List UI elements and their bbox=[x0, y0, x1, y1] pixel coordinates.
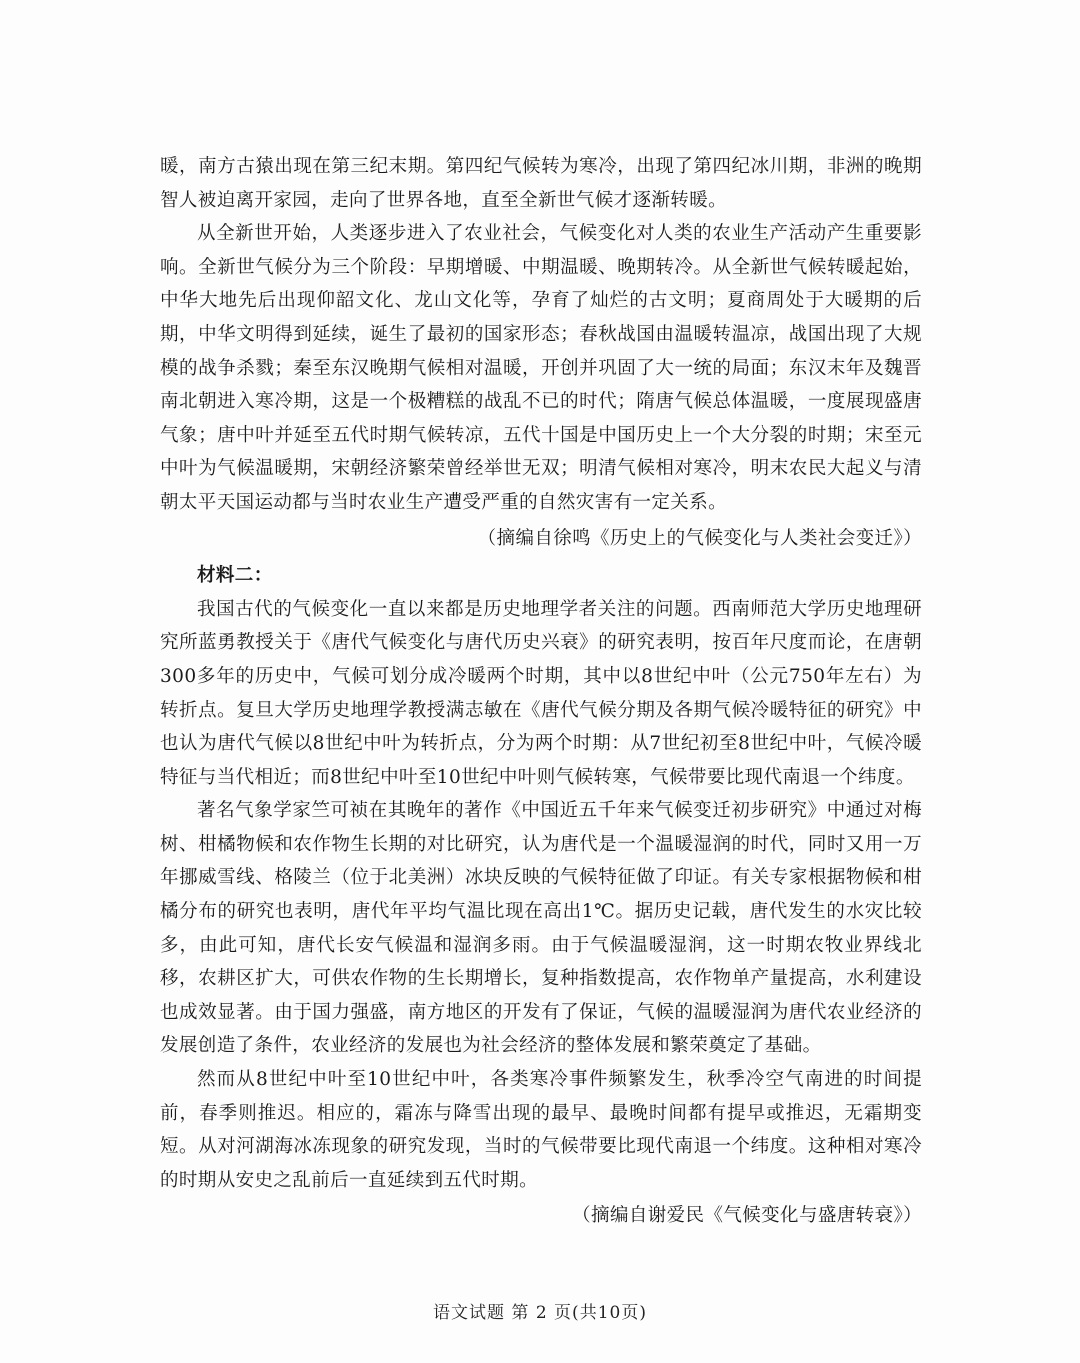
paragraph-cold-events: 然而从8世纪中叶至10世纪中叶，各类寒冷事件频繁发生，秋季冷空气南进的时间提前，春季则推迟。相应的，霜冻与降雪出现的最早、最晚时间都有提早或推迟，无霜期变短。从对河湖海冰冻现象的研究发现，当时的气候带要比现代南退一个纬度。这种相对寒冷的时期从安史之乱前后一直延续到五代时期。 bbox=[160, 1069, 922, 1191]
material-two-heading: 材料二： bbox=[197, 565, 273, 587]
paragraph-zhu-kezhen: 著名气象学家竺可祯在其晚年的著作《中国近五千年来气候变迁初步研究》中通过对梅树、柑橘物候和农作物生长期的对比研究，认为唐代是一个温暖湿润的时代，同时又用一万年挪威雪线、格陵兰（位于北美洲）冰块反映的气候特征做了印证。有关专家根据物候和柑橘分布的研究也表明，唐代年平均气温比现在高出1℃。据历史记载，唐代发生的水灾比较多，由此可知，唐代长安气候温和湿润多雨。由于气候温暖湿润，这一时期农牧业界线北移，农耕区扩大，可供农作物的生长期增长，复种指数提高，农作物单产量提高，水利建设也成效显著。由于国力强盛，南方地区的开发有了保证，气候的温暖湿润为唐代农业经济的发展创造了条件，农业经济的发展也为社会经济的整体发展和繁荣奠定了基础。 bbox=[160, 800, 922, 1057]
paragraph-holocene: 从全新世开始，人类逐步进入了农业社会，气候变化对人类的农业生产活动产生重要影响。全新世气候分为三个阶段：早期增暖、中期温暖、晚期转冷。从全新世气候转暖起始，中华大地先后出现仰韶文化、龙山文化等，孕育了灿烂的古文明；夏商周处于大暖期的后期，中华文明得到延续，诞生了最初的国家形态；春秋战国由温暖转温凉，战国出现了大规模的战争杀戮；秦至东汉晚期气候相对温暖，开创并巩固了大一统的局面；东汉末年及魏晋南北朝进入寒冷期，这是一个极糟糕的战乱不已的时代；隋唐气候总体温暖，一度展现盛唐气象；唐中叶并延至五代时期气候转凉，五代十国是中国历史上一个大分裂的时期；宋至元中叶为气候温暖期，宋朝经济繁荣曾经举世无双；明清气候相对寒冷，明末农民大起义与清朝太平天国运动都与当时农业生产遭受严重的自然灾害有一定关系。 bbox=[160, 223, 922, 513]
source-citation-2: （摘编自谢爱民《气候变化与盛唐转衰》） bbox=[572, 1205, 922, 1227]
article-body bbox=[160, 150, 922, 1233]
paragraph-tang-research: 我国古代的气候变化一直以来都是历史地理学者关注的问题。西南师范大学历史地理研究所蓝勇教授关于《唐代气候变化与唐代历史兴衰》的研究表明，按百年尺度而论，在唐朝300多年的历史中，气候可划分成冷暖两个时期，其中以8世纪中叶（公元750年左右）为转折点。复旦大学历史地理学教授满志敏在《唐代气候分期及各期气候冷暖特征的研究》中也认为唐代气候以8世纪中叶为转折点，分为两个时期：从7世纪初至8世纪中叶，气候冷暖特征与当代相近；而8世纪中叶至10世纪中叶则气候转寒，气候带要比现代南退一个纬度。 bbox=[160, 598, 922, 788]
page-footer: 语文试题 第 2 页(共10页) bbox=[433, 1303, 647, 1323]
source-citation-1: （摘编自徐鸣《历史上的气候变化与人类社会变迁》） bbox=[477, 527, 922, 549]
paragraph-continued: 暖，南方古猿出现在第三纪末期。第四纪气候转为寒冷，出现了第四纪冰川期，非洲的晚期智人被迫离开家园，走向了世界各地，直至全新世气候才逐渐转暖。 bbox=[160, 156, 922, 211]
